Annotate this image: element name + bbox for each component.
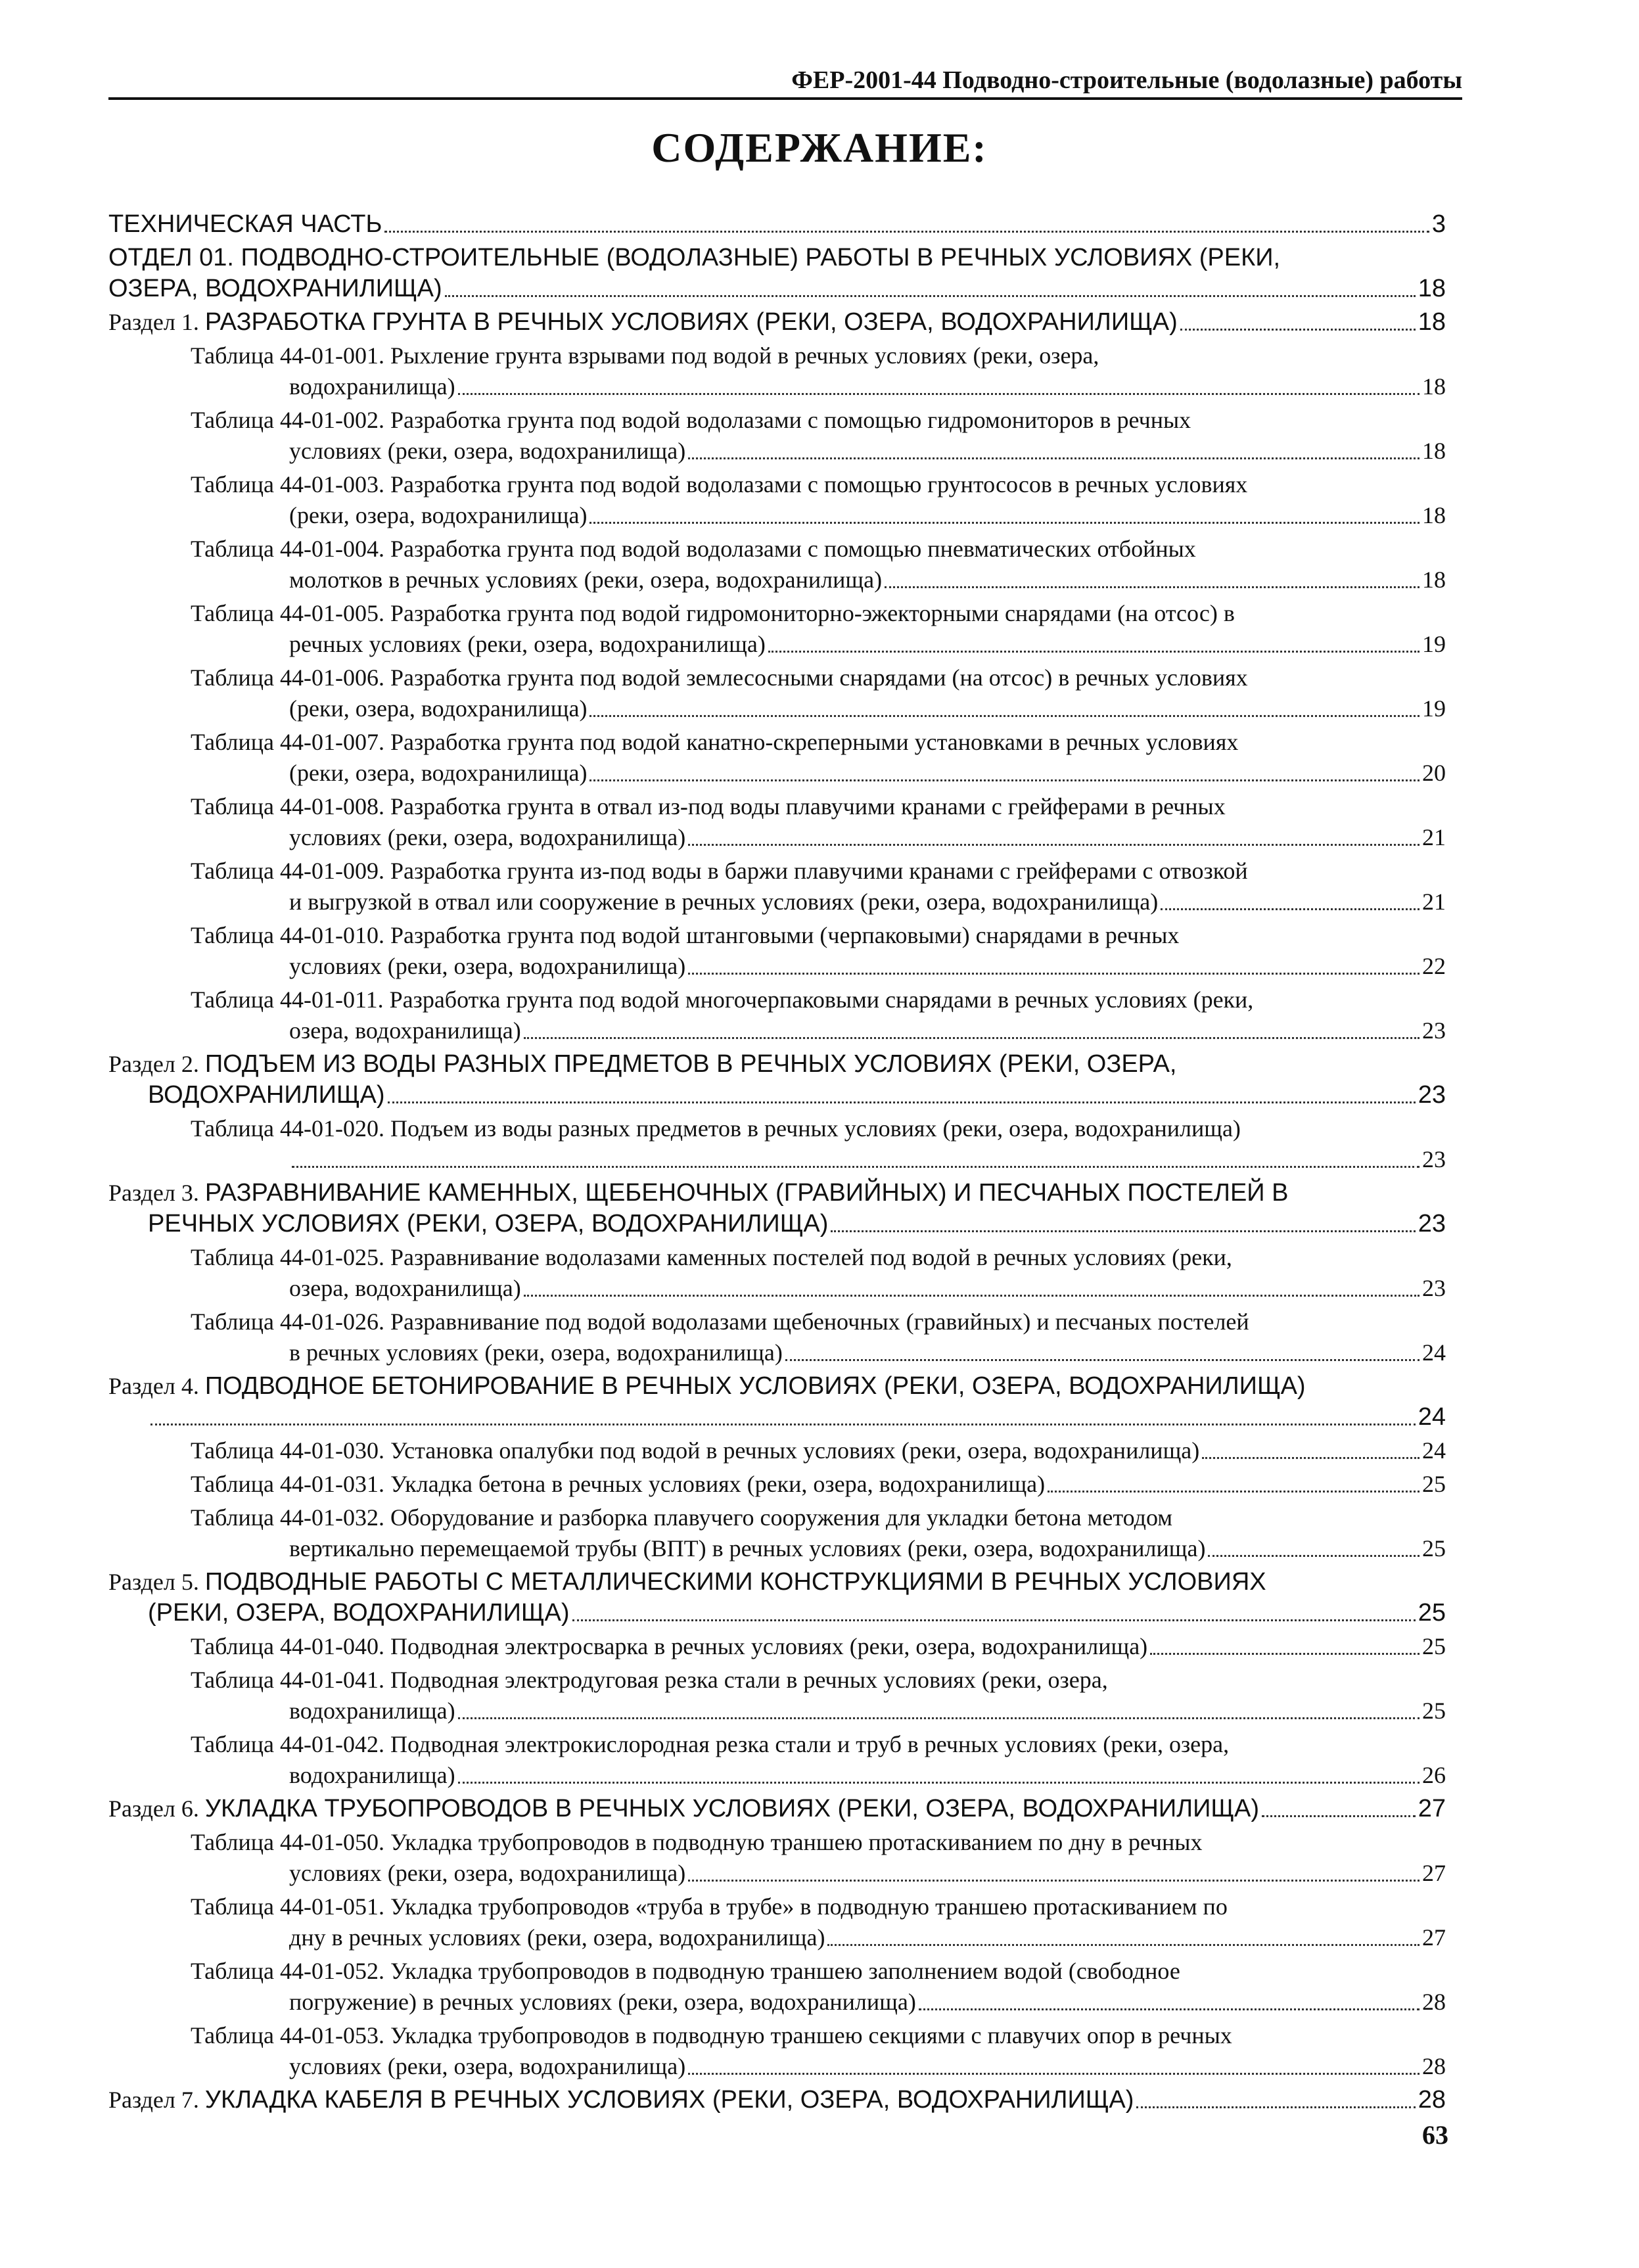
page-number: 63 bbox=[1422, 2120, 1448, 2150]
toc-section-prefix: Раздел 1. bbox=[108, 309, 205, 335]
toc-line-text bbox=[108, 273, 442, 304]
running-header: ФЕР-2001-44 Подводно-строительные (водолазные) работы bbox=[108, 66, 1462, 100]
toc-line bbox=[108, 307, 1446, 338]
toc-line bbox=[108, 1533, 1446, 1564]
toc-line bbox=[108, 565, 1446, 595]
toc-entry-title: Таблица 44-01-010. Разработка грунта под водой штанговыми (черпаковыми) снарядами в речных bbox=[191, 922, 1180, 948]
toc-table-entry[interactable] bbox=[108, 469, 1446, 531]
dot-leader bbox=[1208, 1555, 1420, 1557]
dot-leader bbox=[589, 779, 1420, 781]
toc-entry-title: речных условиях (реки, озера, водохранилища) bbox=[289, 631, 766, 657]
toc-entry-title: вертикально перемещаемой трубы (ВПТ) в речных условиях (реки, озера, водохранилища) bbox=[289, 1535, 1206, 1562]
toc-line-text bbox=[108, 2085, 1134, 2116]
toc-line bbox=[108, 209, 1446, 240]
toc-line bbox=[108, 1956, 1446, 1987]
toc-line bbox=[108, 1794, 1446, 1824]
toc-line bbox=[108, 662, 1446, 693]
toc-line bbox=[108, 1469, 1446, 1500]
dot-leader bbox=[572, 1619, 1416, 1621]
dot-leader bbox=[384, 231, 1429, 233]
toc-line bbox=[108, 1273, 1446, 1304]
toc-table-entry[interactable] bbox=[108, 1729, 1446, 1791]
toc-line-text bbox=[289, 1273, 521, 1304]
toc-line-text bbox=[289, 629, 766, 660]
toc-entry-title: Таблица 44-01-053. Укладка трубопроводов в подводную траншею секциями с плавучих опор в речных bbox=[191, 2022, 1232, 2048]
toc-entry-title: условиях (реки, озера, водохранилища) bbox=[289, 953, 686, 979]
toc-line bbox=[108, 243, 1446, 273]
toc-page-number: 25 bbox=[1422, 1535, 1446, 1562]
toc-line-text bbox=[289, 565, 882, 595]
toc-entry-title: Таблица 44-01-020. Подъем из воды разных предметов в речных условиях (реки, озера, водохранилища) bbox=[191, 1115, 1241, 1142]
toc-section-prefix: Раздел 3. bbox=[108, 1180, 205, 1206]
toc-line bbox=[108, 1760, 1446, 1791]
toc-page-number: 26 bbox=[1422, 1762, 1446, 1788]
dot-leader bbox=[1202, 1457, 1420, 1459]
toc-table-entry[interactable] bbox=[108, 856, 1446, 917]
toc-entry-title: погружение) в речных условиях (реки, озера, водохранилища) bbox=[289, 1989, 916, 2015]
toc-line bbox=[108, 856, 1446, 887]
toc-line bbox=[108, 822, 1446, 853]
toc-page-number: 22 bbox=[1422, 953, 1446, 979]
toc-section-prefix: Раздел 7. bbox=[108, 2087, 205, 2113]
toc-line bbox=[108, 2020, 1446, 2051]
toc-entry-title: Таблица 44-01-008. Разработка грунта в отвал из-под воды плавучими кранами с грейферами в речных bbox=[191, 793, 1226, 820]
dot-leader bbox=[589, 715, 1420, 717]
toc-table-entry[interactable] bbox=[108, 791, 1446, 853]
toc-line bbox=[108, 1665, 1446, 1696]
toc-table-entry[interactable] bbox=[108, 598, 1446, 660]
toc-line bbox=[108, 273, 1446, 304]
dot-leader bbox=[1262, 1815, 1416, 1817]
dot-leader bbox=[827, 1944, 1420, 1946]
toc-section[interactable] bbox=[108, 1567, 1446, 1629]
toc-entry-title: ОЗЕРА, ВОДОХРАНИЛИЩА) bbox=[108, 275, 442, 302]
toc-line-text bbox=[108, 1794, 1259, 1824]
toc-page-number: 18 bbox=[1422, 438, 1446, 464]
toc-line bbox=[108, 693, 1446, 724]
toc-line bbox=[108, 1696, 1446, 1726]
toc-line-text bbox=[148, 1209, 828, 1239]
toc-entry-title: Таблица 44-01-031. Укладка бетона в речных условиях (реки, озера, водохранилища) bbox=[191, 1471, 1046, 1497]
toc-entry-title: условиях (реки, озера, водохранилища) bbox=[289, 438, 686, 464]
toc-line bbox=[108, 2051, 1446, 2082]
toc-line bbox=[108, 727, 1446, 758]
toc-section[interactable] bbox=[108, 2085, 1446, 2116]
toc-entry-title: Таблица 44-01-001. Рыхление грунта взрывами под водой в речных условиях (реки, озера, bbox=[191, 342, 1099, 369]
dot-leader bbox=[1180, 329, 1416, 331]
toc-page-number: 25 bbox=[1422, 1698, 1446, 1724]
toc-table-entry[interactable] bbox=[108, 920, 1446, 982]
dot-leader bbox=[1150, 1653, 1420, 1655]
toc-line bbox=[108, 436, 1446, 467]
toc-entry-title: ПОДВОДНЫЕ РАБОТЫ С МЕТАЛЛИЧЕСКИМИ КОНСТРУКЦИЯМИ В РЕЧНЫХ УСЛОВИЯХ bbox=[204, 1568, 1266, 1596]
toc-entry-title: дну в речных условиях (реки, озера, водохранилища) bbox=[289, 1924, 825, 1951]
toc-entry-title: (реки, озера, водохранилища) bbox=[289, 502, 588, 528]
toc-section[interactable] bbox=[108, 1794, 1446, 1824]
dot-leader bbox=[688, 1880, 1420, 1882]
dot-leader bbox=[1136, 2106, 1415, 2108]
toc-entry-title: Таблица 44-01-003. Разработка грунта под водой водолазами с помощью грунтососов в речных условиях bbox=[191, 471, 1248, 498]
dot-leader bbox=[1161, 908, 1420, 910]
toc-line-text bbox=[191, 1469, 1045, 1500]
toc-page-number: 24 bbox=[1422, 1339, 1446, 1366]
dot-leader bbox=[458, 1717, 1420, 1719]
dot-leader bbox=[831, 1230, 1415, 1232]
toc-line-text bbox=[289, 1337, 783, 1368]
dot-leader bbox=[589, 522, 1420, 524]
toc-entry-title: Таблица 44-01-050. Укладка трубопроводов в подводную траншею протаскиванием по дну в речных bbox=[191, 1829, 1203, 1855]
toc-line-text bbox=[289, 500, 587, 531]
toc-entry-title: молотков в речных условиях (реки, озера, водохранилища) bbox=[289, 567, 883, 593]
toc-line bbox=[108, 598, 1446, 629]
toc-page-number: 28 bbox=[1418, 2086, 1446, 2114]
toc-line bbox=[108, 1049, 1446, 1080]
toc-line bbox=[108, 1729, 1446, 1760]
toc-line bbox=[108, 1144, 1446, 1175]
toc-line bbox=[108, 1371, 1446, 1402]
toc-page-number: 27 bbox=[1422, 1860, 1446, 1886]
toc-entry-title: Таблица 44-01-006. Разработка грунта под водой землесосными снарядами (на отсос) в речных условиях bbox=[191, 664, 1248, 691]
toc-entry-title: водохранилища) bbox=[289, 1698, 455, 1724]
toc-line bbox=[108, 2085, 1446, 2116]
toc-line bbox=[108, 1435, 1446, 1466]
toc-table-entry[interactable] bbox=[108, 1307, 1446, 1368]
toc-line bbox=[108, 887, 1446, 917]
toc-page-number: 23 bbox=[1422, 1275, 1446, 1301]
toc-line bbox=[108, 1242, 1446, 1273]
toc-section[interactable] bbox=[108, 1371, 1446, 1433]
dot-leader bbox=[688, 973, 1420, 975]
toc-line bbox=[108, 469, 1446, 500]
toc-entry-title: Таблица 44-01-030. Установка опалубки под водой в речных условиях (реки, озера, водохранилища) bbox=[191, 1437, 1200, 1464]
toc-entry-title: Таблица 44-01-051. Укладка трубопроводов «труба в трубе» в подводную траншею протаскиванием по bbox=[191, 1893, 1228, 1920]
toc-line-text bbox=[108, 307, 1178, 338]
toc-page-number: 28 bbox=[1422, 1989, 1446, 2015]
toc-entry-title: РАЗРАБОТКА ГРУНТА В РЕЧНЫХ УСЛОВИЯХ (РЕКИ, ОЗЕРА, ВОДОХРАНИЛИЩА) bbox=[204, 308, 1178, 336]
toc-chapter[interactable] bbox=[108, 243, 1446, 304]
toc-entry-title: (реки, озера, водохранилища) bbox=[289, 760, 588, 786]
toc-page-number: 3 bbox=[1431, 210, 1446, 238]
toc-entry-title: Таблица 44-01-011. Разработка грунта под водой многочерпаковыми снарядами в речных условиях (реки, bbox=[191, 986, 1254, 1013]
toc-line bbox=[108, 1631, 1446, 1662]
toc-line bbox=[108, 758, 1446, 789]
toc-entry-title: Таблица 44-01-032. Оборудование и разборка плавучего сооружения для укладки бетона методом bbox=[191, 1504, 1173, 1531]
toc-page-number: 20 bbox=[1422, 760, 1446, 786]
toc-entry-title: РАЗРАВНИВАНИЕ КАМЕННЫХ, ЩЕБЕНОЧНЫХ (ГРАВИЙНЫХ) И ПЕСЧАНЫХ ПОСТЕЛЕЙ В bbox=[204, 1179, 1289, 1207]
dot-leader bbox=[688, 457, 1420, 459]
dot-leader bbox=[688, 844, 1420, 846]
toc-entry-title: (РЕКИ, ОЗЕРА, ВОДОХРАНИЛИЩА) bbox=[148, 1599, 570, 1627]
toc-entry-title: в речных условиях (реки, озера, водохранилища) bbox=[289, 1339, 783, 1366]
toc-line bbox=[108, 1987, 1446, 2018]
toc-page-number: 23 bbox=[1422, 1017, 1446, 1044]
toc-table-entry[interactable] bbox=[108, 534, 1446, 595]
toc-line-text bbox=[191, 1631, 1147, 1662]
toc-entry-title: Таблица 44-01-005. Разработка грунта под водой гидромониторно-эжекторными снарядами (на отсос) в bbox=[191, 600, 1235, 626]
toc-line-text bbox=[289, 758, 587, 789]
dot-leader bbox=[1048, 1491, 1420, 1493]
toc-entry-title: Таблица 44-01-026. Разравнивание под водой водолазами щебеночных (гравийных) и песчаных постелей bbox=[191, 1308, 1249, 1335]
toc-table-entry[interactable] bbox=[108, 1956, 1446, 2018]
toc-line bbox=[108, 1922, 1446, 1953]
toc-line-text bbox=[289, 951, 685, 982]
toc-line bbox=[108, 1827, 1446, 1858]
toc-line bbox=[108, 371, 1446, 402]
toc-line-text bbox=[148, 1080, 385, 1111]
toc-entry-title: Таблица 44-01-009. Разработка грунта из-под воды в баржи плавучими кранами с грейферами с отвозкой bbox=[191, 858, 1248, 884]
dot-leader bbox=[388, 1101, 1416, 1103]
toc-line bbox=[108, 1178, 1446, 1209]
toc-line-text bbox=[191, 1435, 1199, 1466]
toc-page-number: 18 bbox=[1418, 308, 1446, 336]
toc-table-entry[interactable] bbox=[108, 1469, 1446, 1500]
toc-table-entry[interactable] bbox=[108, 1242, 1446, 1304]
toc-page-number: 28 bbox=[1422, 2053, 1446, 2079]
dot-leader bbox=[785, 1359, 1420, 1361]
toc-line bbox=[108, 1567, 1446, 1598]
toc-table-entry[interactable] bbox=[108, 1631, 1446, 1662]
table-of-contents bbox=[108, 209, 1446, 2118]
toc-table-entry[interactable] bbox=[108, 405, 1446, 467]
page-title: СОДЕРЖАНИЕ: bbox=[651, 124, 988, 171]
toc-page-number: 21 bbox=[1422, 889, 1446, 915]
toc-line-text bbox=[289, 1533, 1205, 1564]
toc-page-number: 25 bbox=[1422, 1471, 1446, 1497]
toc-page-number: 23 bbox=[1418, 1210, 1446, 1238]
toc-page-number: 18 bbox=[1422, 502, 1446, 528]
toc-entry-title: водохранилища) bbox=[289, 373, 455, 400]
toc-section[interactable] bbox=[108, 1178, 1446, 1239]
toc-line bbox=[108, 791, 1446, 822]
dot-leader bbox=[458, 1782, 1420, 1784]
toc-entry-title: Таблица 44-01-052. Укладка трубопроводов в подводную траншею заполнением водой (свободное bbox=[191, 1958, 1180, 1984]
toc-line-text bbox=[289, 1696, 455, 1726]
toc-table-entry[interactable] bbox=[108, 1827, 1446, 1889]
toc-entry-title: Таблица 44-01-002. Разработка грунта под водой водолазами с помощью гидромониторов в речных bbox=[191, 407, 1191, 433]
toc-line-text bbox=[289, 371, 455, 402]
toc-table-entry[interactable] bbox=[108, 1891, 1446, 1953]
toc-entry-title: условиях (реки, озера, водохранилища) bbox=[289, 2053, 686, 2079]
toc-entry-title: ОТДЕЛ 01. ПОДВОДНО-СТРОИТЕЛЬНЫЕ (ВОДОЛАЗНЫЕ) РАБОТЫ В РЕЧНЫХ УСЛОВИЯХ (РЕКИ, bbox=[108, 244, 1281, 271]
toc-line bbox=[108, 920, 1446, 951]
toc-line-text bbox=[289, 436, 685, 467]
toc-page-number: 24 bbox=[1418, 1403, 1446, 1431]
toc-page-number: 23 bbox=[1418, 1081, 1446, 1109]
toc-chapter[interactable] bbox=[108, 209, 1446, 240]
dot-leader bbox=[688, 2073, 1420, 2075]
toc-page-number: 21 bbox=[1422, 824, 1446, 850]
toc-line-text bbox=[289, 887, 1158, 917]
toc-page-number: 27 bbox=[1418, 1795, 1446, 1822]
toc-line-text bbox=[289, 822, 685, 853]
toc-page-number: 25 bbox=[1422, 1633, 1446, 1659]
toc-entry-title: Таблица 44-01-040. Подводная электросварка в речных условиях (реки, озера, водохранилища) bbox=[191, 1633, 1148, 1659]
dot-leader bbox=[524, 1295, 1420, 1297]
toc-page-number: 18 bbox=[1422, 567, 1446, 593]
toc-line bbox=[108, 340, 1446, 371]
toc-line bbox=[108, 1307, 1446, 1337]
toc-table-entry[interactable] bbox=[108, 1113, 1446, 1175]
toc-page-number: 23 bbox=[1422, 1146, 1446, 1172]
toc-line bbox=[108, 1502, 1446, 1533]
toc-entry-title: ПОДЪЕМ ИЗ ВОДЫ РАЗНЫХ ПРЕДМЕТОВ В РЕЧНЫХ УСЛОВИЯХ (РЕКИ, ОЗЕРА, bbox=[204, 1050, 1177, 1078]
dot-leader bbox=[919, 2008, 1420, 2010]
toc-page-number: 18 bbox=[1418, 275, 1446, 302]
toc-entry-title: условиях (реки, озера, водохранилища) bbox=[289, 1860, 686, 1886]
toc-line bbox=[108, 405, 1446, 436]
toc-line-text bbox=[148, 1598, 570, 1629]
toc-entry-title: УКЛАДКА КАБЕЛЯ В РЕЧНЫХ УСЛОВИЯХ (РЕКИ, ОЗЕРА, ВОДОХРАНИЛИЩА) bbox=[204, 2086, 1134, 2114]
toc-section[interactable] bbox=[108, 307, 1446, 338]
toc-entry-title: озера, водохранилища) bbox=[289, 1275, 521, 1301]
toc-entry-title: водохранилища) bbox=[289, 1762, 455, 1788]
toc-page-number: 19 bbox=[1422, 695, 1446, 722]
toc-entry-title: РЕЧНЫХ УСЛОВИЯХ (РЕКИ, ОЗЕРА, ВОДОХРАНИЛИЩА) bbox=[148, 1210, 829, 1238]
toc-line-text bbox=[108, 209, 382, 240]
toc-entry-title: Таблица 44-01-004. Разработка грунта под водой водолазами с помощью пневматических отбойных bbox=[191, 536, 1196, 562]
toc-line bbox=[108, 500, 1446, 531]
toc-line bbox=[108, 1337, 1446, 1368]
toc-line bbox=[108, 1598, 1446, 1629]
toc-table-entry[interactable] bbox=[108, 727, 1446, 789]
dot-leader bbox=[292, 1166, 1420, 1168]
toc-section-prefix: Раздел 4. bbox=[108, 1373, 205, 1399]
toc-line bbox=[108, 1015, 1446, 1046]
toc-table-entry[interactable] bbox=[108, 1502, 1446, 1564]
toc-table-entry[interactable] bbox=[108, 2020, 1446, 2082]
toc-entry-title: Таблица 44-01-025. Разравнивание водолазами каменных постелей под водой в речных условиях (реки, bbox=[191, 1244, 1232, 1270]
toc-page-number: 27 bbox=[1422, 1924, 1446, 1951]
toc-page-number: 24 bbox=[1422, 1437, 1446, 1464]
toc-entry-title: Таблица 44-01-007. Разработка грунта под водой канатно-скреперными установками в речных условиях bbox=[191, 729, 1239, 755]
toc-section-prefix: Раздел 6. bbox=[108, 1795, 205, 1822]
toc-line bbox=[108, 1209, 1446, 1239]
dot-leader bbox=[150, 1423, 1416, 1425]
toc-line-text bbox=[289, 1858, 685, 1889]
toc-entry-title: озера, водохранилища) bbox=[289, 1017, 521, 1044]
toc-line bbox=[108, 1891, 1446, 1922]
toc-line-text bbox=[289, 1015, 521, 1046]
dot-leader bbox=[458, 393, 1420, 395]
toc-entry-title: и выгрузкой в отвал или сооружение в речных условиях (реки, озера, водохранилища) bbox=[289, 889, 1159, 915]
toc-line-text bbox=[289, 1987, 916, 2018]
toc-line bbox=[108, 1080, 1446, 1111]
toc-table-entry[interactable] bbox=[108, 340, 1446, 402]
toc-line bbox=[108, 1113, 1446, 1144]
toc-line bbox=[108, 1858, 1446, 1889]
dot-leader bbox=[524, 1037, 1420, 1039]
toc-entry-title: ВОДОХРАНИЛИЩА) bbox=[148, 1081, 385, 1109]
toc-entry-title: ПОДВОДНОЕ БЕТОНИРОВАНИЕ В РЕЧНЫХ УСЛОВИЯХ (РЕКИ, ОЗЕРА, ВОДОХРАНИЛИЩА) bbox=[204, 1372, 1306, 1400]
toc-page-number: 19 bbox=[1422, 631, 1446, 657]
toc-entry-title: условиях (реки, озера, водохранилища) bbox=[289, 824, 686, 850]
toc-section-prefix: Раздел 5. bbox=[108, 1569, 205, 1595]
toc-entry-title: ТЕХНИЧЕСКАЯ ЧАСТЬ bbox=[108, 210, 382, 238]
toc-page-number: 18 bbox=[1422, 373, 1446, 400]
dot-leader bbox=[445, 295, 1416, 297]
toc-page-number: 25 bbox=[1418, 1599, 1446, 1627]
dot-leader bbox=[885, 586, 1420, 588]
toc-table-entry[interactable] bbox=[108, 1435, 1446, 1466]
toc-line-text bbox=[289, 2051, 685, 2082]
toc-line bbox=[108, 1402, 1446, 1433]
toc-table-entry[interactable] bbox=[108, 984, 1446, 1046]
toc-line bbox=[108, 534, 1446, 565]
toc-entry-title: УКЛАДКА ТРУБОПРОВОДОВ В РЕЧНЫХ УСЛОВИЯХ (РЕКИ, ОЗЕРА, ВОДОХРАНИЛИЩА) bbox=[204, 1795, 1260, 1822]
toc-section[interactable] bbox=[108, 1049, 1446, 1111]
toc-line-text bbox=[289, 1922, 825, 1953]
toc-table-entry[interactable] bbox=[108, 662, 1446, 724]
dot-leader bbox=[768, 651, 1420, 653]
toc-line bbox=[108, 951, 1446, 982]
toc-entry-title: (реки, озера, водохранилища) bbox=[289, 695, 588, 722]
toc-table-entry[interactable] bbox=[108, 1665, 1446, 1726]
toc-line bbox=[108, 629, 1446, 660]
toc-entry-title: Таблица 44-01-042. Подводная электрокислородная резка стали и труб в речных условиях (реки, озера, bbox=[191, 1731, 1230, 1757]
toc-line-text bbox=[289, 1760, 455, 1791]
toc-line bbox=[108, 984, 1446, 1015]
toc-line-text bbox=[289, 693, 587, 724]
toc-entry-title: Таблица 44-01-041. Подводная электродуговая резка стали в речных условиях (реки, озера, bbox=[191, 1667, 1108, 1693]
toc-section-prefix: Раздел 2. bbox=[108, 1051, 205, 1077]
